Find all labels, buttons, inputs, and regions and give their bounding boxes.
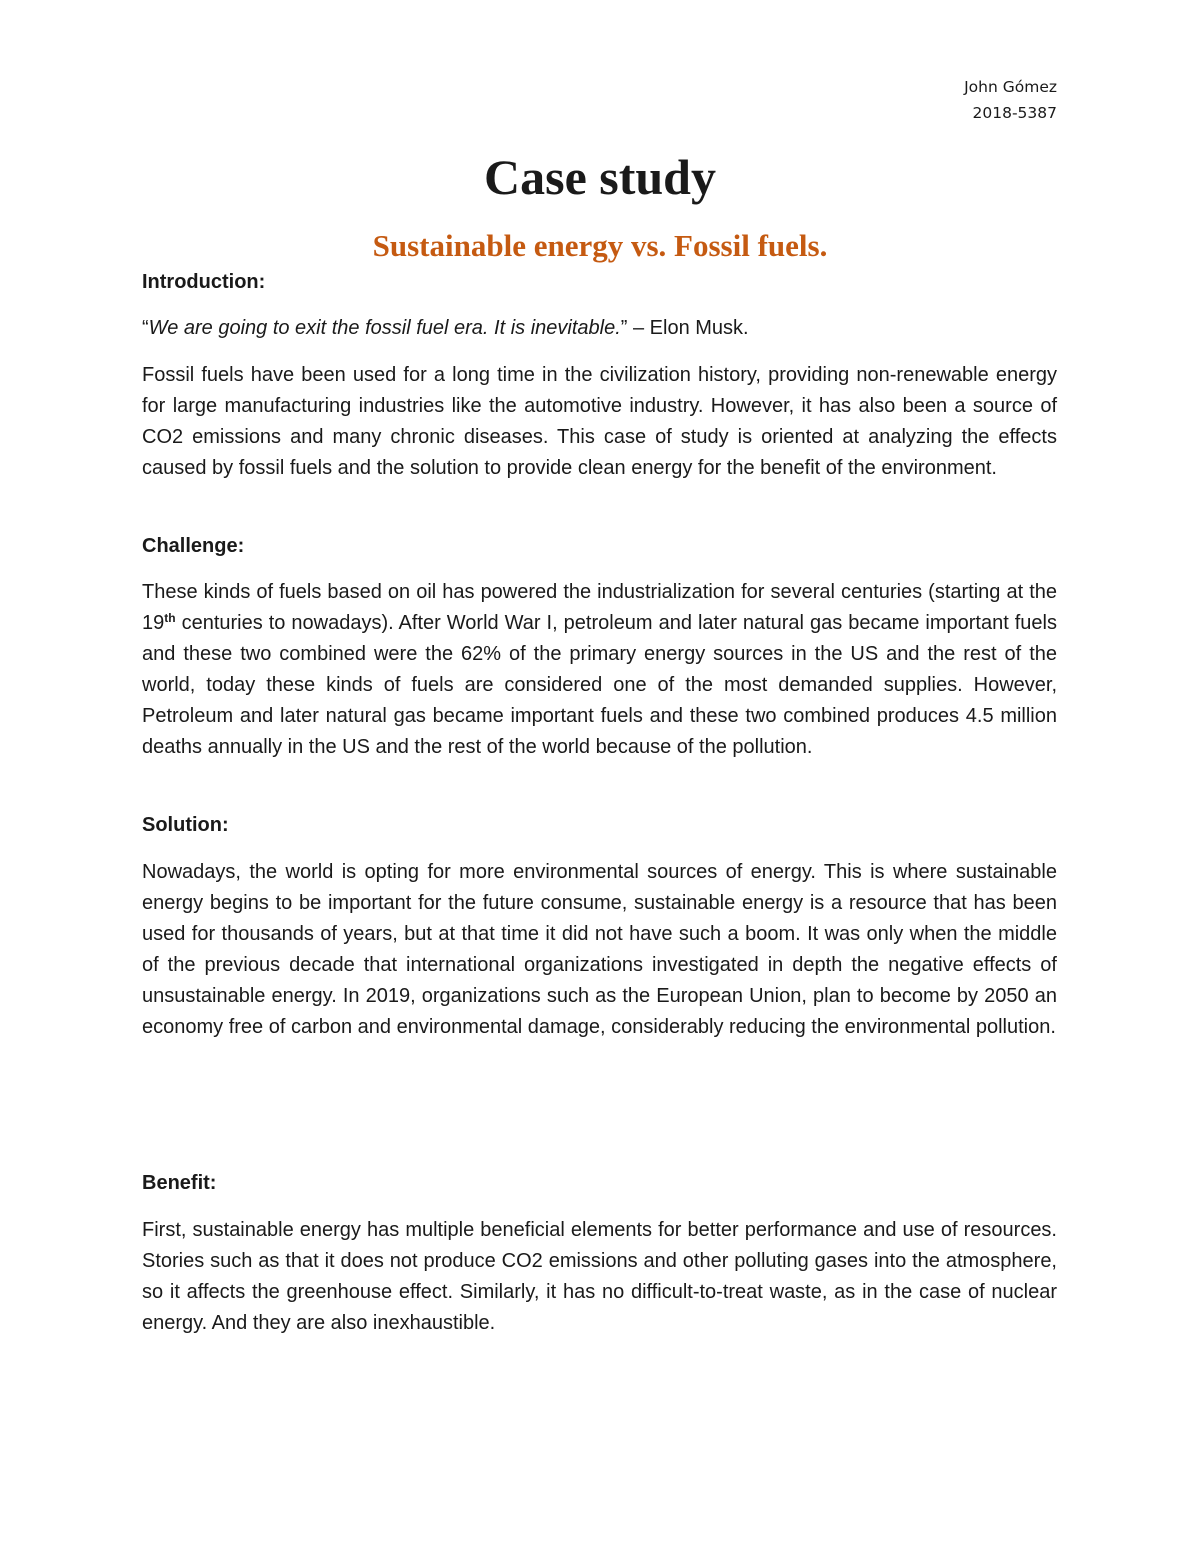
challenge-text-part1: These kinds of fuels based on oil has powered the industrialization for several centuries (starting at the 19: [142, 581, 1057, 634]
benefit-paragraph: First, sustainable energy has multiple beneficial elements for better performance and use of resources. Stories such as that it does not produce CO2 emissions and other polluting gases into the atmosphere, so it affects the greenhouse effect. Similarly, it has no difficult-to-treat waste, as in the case of nuclear energy. And they are also inexhaustible.: [142, 1219, 1057, 1334]
introduction-quote-block: [142, 313, 1057, 344]
author-name: John Gómez: [964, 78, 1057, 96]
quote-attribution: ” – Elon Musk.: [620, 317, 749, 339]
introduction-heading: Introduction:: [142, 271, 266, 293]
student-id: 2018-5387: [972, 104, 1057, 122]
section-benefit: [142, 1168, 1057, 1199]
section-challenge: [142, 531, 1057, 562]
section-solution: [142, 810, 1057, 841]
benefit-paragraph-block: [142, 1215, 1057, 1339]
quote-text: We are going to exit the fossil fuel era. It is inevitable.: [148, 317, 621, 339]
challenge-superscript: th: [164, 611, 176, 625]
solution-heading: Solution:: [142, 814, 229, 836]
solution-paragraph-block: [142, 857, 1057, 1043]
benefit-heading: Benefit:: [142, 1172, 217, 1194]
document-subtitle: Sustainable energy vs. Fossil fuels.: [372, 228, 828, 263]
challenge-paragraph: [142, 577, 1057, 763]
section-introduction: [142, 267, 1057, 298]
challenge-text-part2: centuries to nowadays). After World War I, petroleum and later natural gas became important fuels and these two combined were the 62% of the primary energy sources in the US and the rest of the world, today these kinds of fuels are considered one of the most demanded supplies. However, Petroleum and later natural gas became important fuels and these two combined produces 4.5 million deaths annually in the US and the rest of the world because of the pollution.: [142, 612, 1057, 758]
introduction-paragraph-block: [142, 360, 1057, 484]
introduction-paragraph: Fossil fuels have been used for a long time in the civilization history, providing non-renewable energy for large manufacturing industries like the automotive industry. However, it has also been a source of CO2 emissions and many chronic diseases. This case of study is oriented at analyzing the effects caused by fossil fuels and the solution to provide clean energy for the benefit of the environment.: [142, 364, 1057, 479]
introduction-quote: [142, 313, 1057, 344]
document-title: Case study: [484, 149, 716, 205]
author-block: [964, 74, 1057, 126]
challenge-heading: Challenge:: [142, 535, 245, 557]
solution-paragraph: Nowadays, the world is opting for more environmental sources of energy. This is where sustainable energy begins to be important for the future consume, sustainable energy is a resource that has been used for thousands of years, but at that time it did not have such a boom. It was only when the middle of the previous decade that international organizations investigated in depth the negative effects of unsustainable energy. In 2019, organizations such as the European Union, plan to become by 2050 an economy free of carbon and environmental damage, considerably reducing the environmental pollution.: [142, 861, 1057, 1038]
quote-open-mark: “: [142, 317, 149, 339]
challenge-paragraph-block: [142, 577, 1057, 763]
